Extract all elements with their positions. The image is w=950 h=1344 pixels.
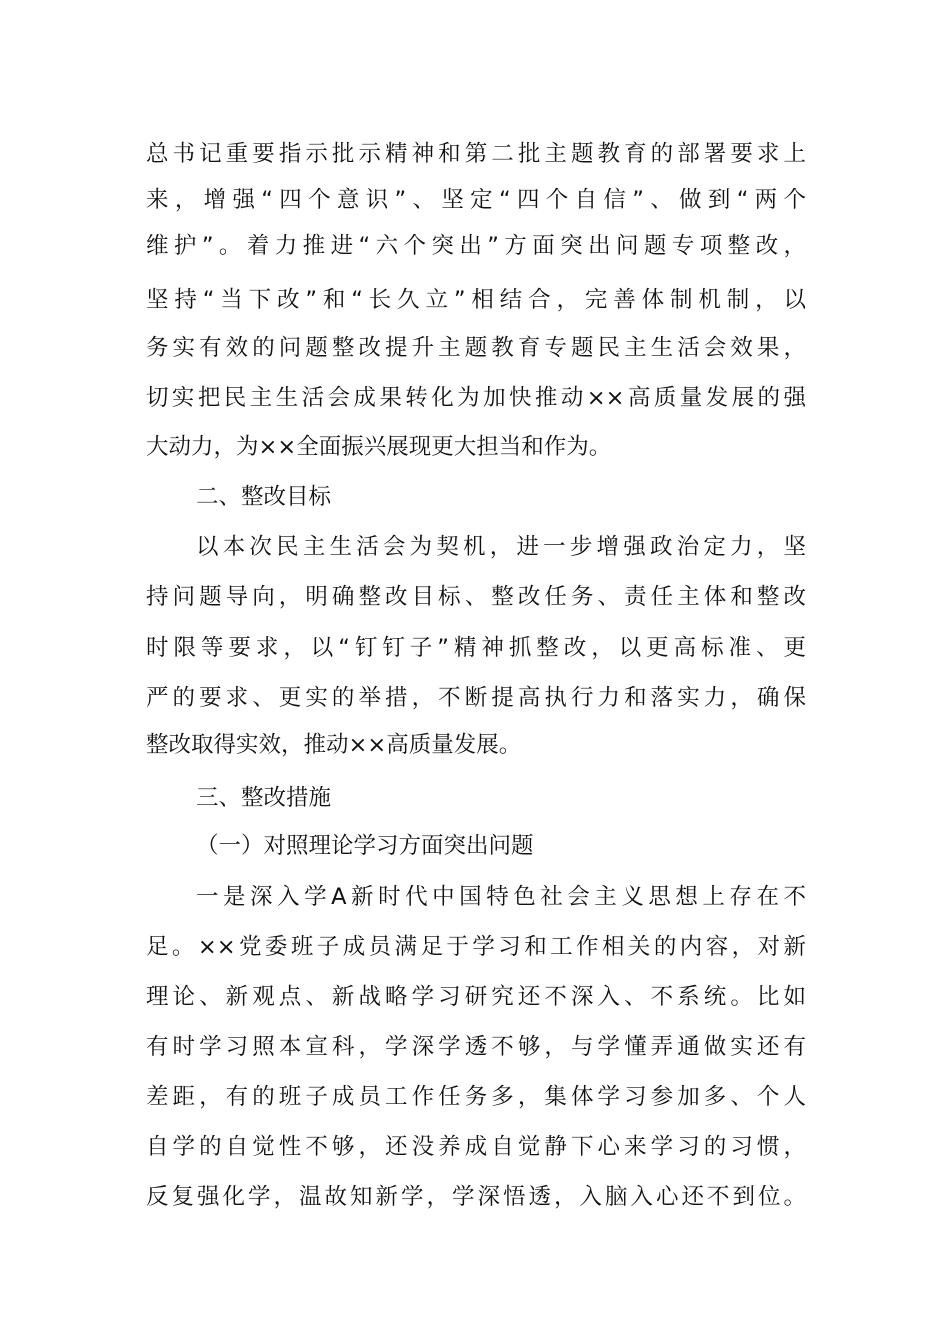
body-text-line: 大动力，为××全面振兴展现更大担当和作为。 bbox=[146, 434, 612, 460]
body-text-line: 自学的自觉性不够，还没养成自觉静下心来学习的习惯， bbox=[146, 1134, 806, 1160]
body-text-line: 以本次民主生活会为契机，进一步增强政治定力，坚 bbox=[196, 534, 806, 560]
body-text-line: 足。××党委班子成员满足于学习和工作相关的内容，对新 bbox=[146, 934, 806, 960]
body-text-line: 反复强化学，温故知新学，学深悟透，入脑入心还不到位。 bbox=[146, 1184, 806, 1210]
body-text-line: 严的要求、更实的举措，不断提高执行力和落实力，确保 bbox=[146, 685, 806, 711]
body-text-line: 差距，有的班子成员工作任务多，集体学习参加多、个人 bbox=[146, 1084, 806, 1110]
body-text-line: 理论、新观点、新战略学习研究还不深入、不系统。比如 bbox=[146, 984, 806, 1010]
body-text-line: 维护”。着力推进“六个突出”方面突出问题专项整改， bbox=[146, 233, 806, 259]
body-text-line: 时限等要求，以“钉钉子”精神抓整改，以更高标准、更 bbox=[146, 635, 806, 661]
body-text-line: 整改取得实效，推动××高质量发展。 bbox=[146, 732, 522, 758]
body-text-line: 来，增强“四个意识”、坚定“四个自信”、做到“两个 bbox=[146, 187, 806, 213]
section-heading-targets: 二、整改目标 bbox=[196, 484, 332, 510]
subsection-heading: （一）对照理论学习方面突出问题 bbox=[196, 833, 534, 859]
section-heading-measures: 三、整改措施 bbox=[196, 785, 332, 811]
body-text-line: 坚持“当下改”和“长久立”相结合，完善体制机制，以 bbox=[146, 287, 806, 313]
body-text-line: 务实有效的问题整改提升主题教育专题民主生活会效果， bbox=[146, 335, 806, 361]
body-text-line: 有时学习照本宣科，学深学透不够，与学懂弄通做实还有 bbox=[146, 1034, 806, 1060]
body-text-line: 总书记重要指示批示精神和第二批主题教育的部署要求上 bbox=[146, 141, 806, 167]
body-text-line: 一是深入学A新时代中国特色社会主义思想上存在不 bbox=[196, 884, 806, 910]
body-text-line: 持问题导向，明确整改目标、整改任务、责任主体和整改 bbox=[146, 584, 806, 610]
body-text-line: 切实把民主生活会成果转化为加快推动××高质量发展的强 bbox=[146, 385, 806, 411]
